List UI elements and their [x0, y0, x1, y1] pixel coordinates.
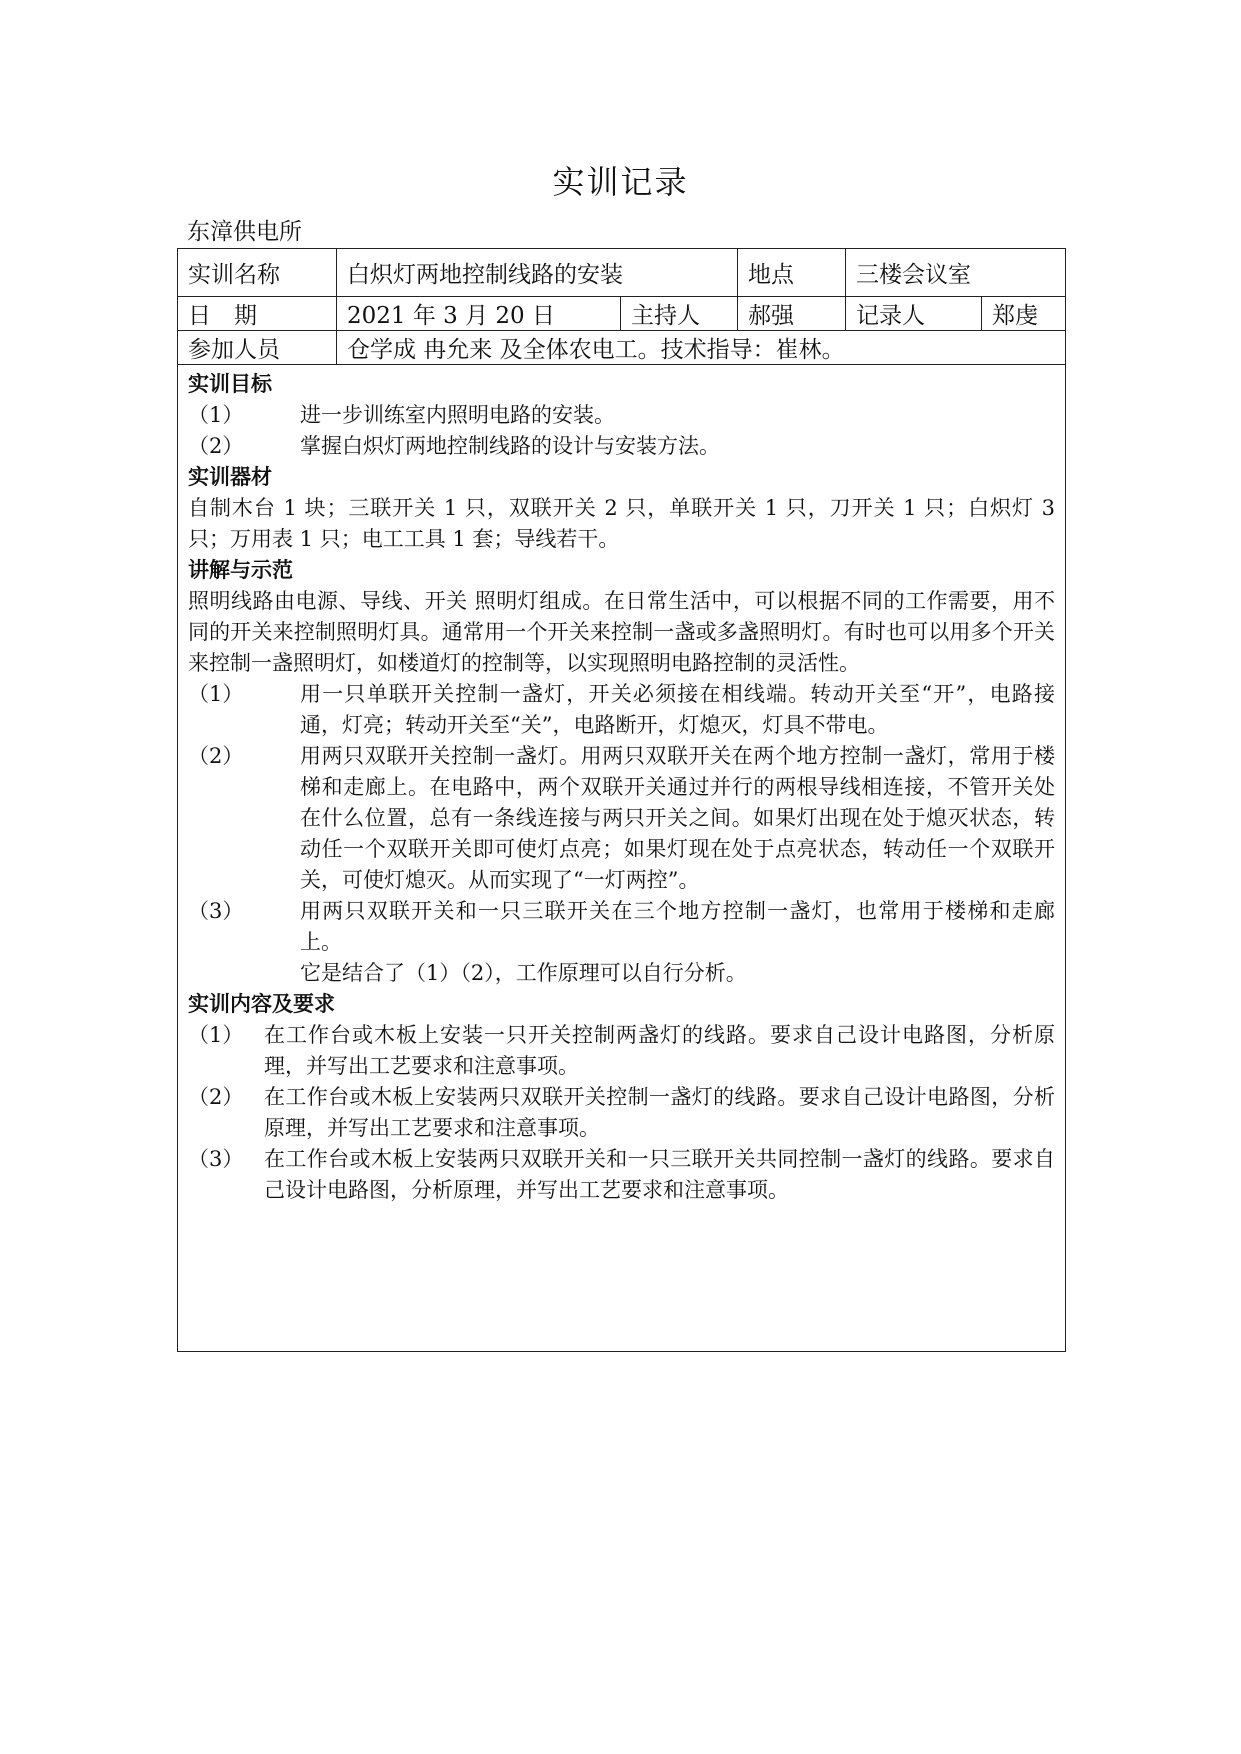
item-text: 在工作台或木板上安装一只开关控制两盏灯的线路。要求自己设计电路图，分析原理，并写出工艺要求和注意事项。 [264, 1023, 1055, 1078]
item-text: 在工作台或木板上安装两只双联开关和一只三联开关共同控制一盏灯的线路。要求自己设计电路图，分析原理，并写出工艺要求和注意事项。 [264, 1147, 1055, 1202]
list-item [188, 431, 1055, 462]
organization-name: 东漳供电所 [187, 219, 302, 245]
item-number: （3） [188, 1147, 244, 1171]
training-name-row [178, 249, 1066, 297]
objectives-list [188, 400, 1055, 462]
item-text: 用两只双联开关和一只三联开关在三个地方控制一盏灯，也常用于楼梯和走廊上。 [300, 899, 1055, 954]
list-item [188, 679, 1055, 741]
objectives-section [188, 369, 1055, 462]
item-number: （2） [188, 744, 244, 768]
host-label: 主持人 [621, 297, 738, 331]
explanation-list [188, 679, 1055, 989]
equipment-section [188, 462, 1055, 555]
recorder-label: 记录人 [846, 297, 982, 331]
date-row [178, 297, 1066, 331]
date-value: 2021 年 3 月 20 日 [337, 297, 621, 331]
content-section [188, 989, 1055, 1206]
objectives-heading: 实训目标 [188, 372, 272, 396]
training-name-label: 实训名称 [178, 249, 337, 297]
item-text: 掌握白炽灯两地控制线路的设计与安装方法。 [300, 434, 720, 458]
date-label: 日 期 [178, 297, 337, 331]
item-number: （2） [188, 1085, 244, 1109]
participants-value: 仓学成 冉允来 及全体农电工。技术指导：崔林。 [337, 331, 1066, 365]
item-number: （2） [188, 434, 244, 458]
explanation-section [188, 555, 1055, 989]
explanation-note: 它是结合了（1）（2），工作原理可以自行分析。 [300, 961, 747, 985]
item-number: （3） [188, 899, 244, 923]
list-item [188, 1144, 1055, 1206]
list-item [188, 1020, 1055, 1082]
equipment-text: 自制木台 1 块；三联开关 1 只，双联开关 2 只，单联开关 1 只，刀开关 1 只；白炽灯 3 只；万用表 1 只；电工工具 1 套；导线若干。 [188, 496, 1055, 551]
record-body [178, 365, 1066, 1352]
item-number: （1） [188, 682, 244, 706]
explanation-intro: 照明线路由电源、导线、开关 照明灯组成。在日常生活中，可以根据不同的工作需要，用不同的开关来控制照明灯具。通常用一个开关来控制一盏或多盏照明灯。有时也可以用多个开关来控制一盏照明灯，如楼道灯的控制等，以实现照明电路控制的灵活性。 [188, 589, 1055, 675]
list-item [188, 400, 1055, 431]
item-text: 进一步训练室内照明电路的安装。 [300, 403, 615, 427]
item-text: 用两只双联开关控制一盏灯。用两只双联开关在两个地方控制一盏灯，常用于楼梯和走廊上。在电路中，两个双联开关通过并行的两根导线相连接，不管开关处在什么位置，总有一条线连接与两只开关之间。如果灯出现在处于熄灭状态，转动任一个双联开关即可使灯点亮；如果灯现在处于点亮状态，转动任一个双联开关，可使灯熄灭。从而实现了“一灯两控”。 [300, 744, 1055, 892]
list-item [188, 741, 1055, 896]
page-title: 实训记录 [552, 163, 689, 201]
training-record-table [177, 248, 1066, 1352]
item-number: （1） [188, 1023, 244, 1047]
item-number: （1） [188, 403, 244, 427]
participants-label: 参加人员 [178, 331, 337, 365]
content-heading: 实训内容及要求 [188, 992, 335, 1016]
participants-row [178, 331, 1066, 365]
location-value: 三楼会议室 [846, 249, 1066, 297]
list-item [188, 1082, 1055, 1144]
body-row [178, 365, 1066, 1352]
item-text: 在工作台或木板上安装两只双联开关控制一盏灯的线路。要求自己设计电路图，分析原理，并写出工艺要求和注意事项。 [264, 1085, 1055, 1140]
content-list [188, 1020, 1055, 1206]
location-label: 地点 [738, 249, 846, 297]
explanation-heading: 讲解与示范 [188, 558, 293, 582]
list-item [188, 896, 1055, 958]
recorder-value: 郑虔 [982, 297, 1066, 331]
item-text: 用一只单联开关控制一盏灯，开关必须接在相线端。转动开关至“开”，电路接通，灯亮；转动开关至“关”，电路断开，灯熄灭，灯具不带电。 [300, 682, 1055, 737]
training-name-value: 白炽灯两地控制线路的安装 [337, 249, 738, 297]
equipment-heading: 实训器材 [188, 465, 272, 489]
host-value: 郝强 [738, 297, 846, 331]
